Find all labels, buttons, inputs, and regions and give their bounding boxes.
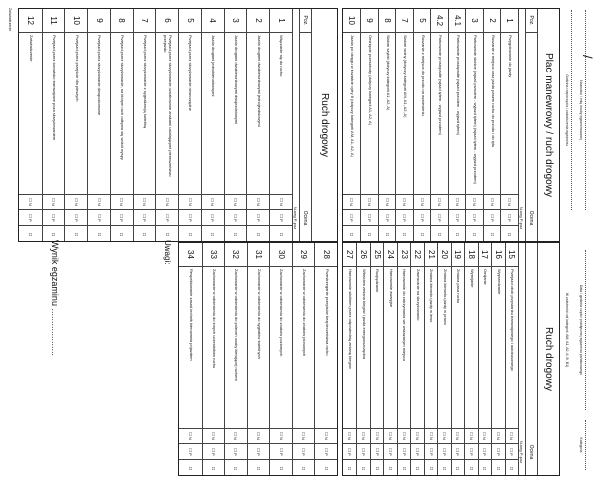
table-row <box>110 9 133 241</box>
checkbox-pos[interactable]: ☐ P <box>248 211 270 226</box>
time-caption: Godzina rozpoczęcia / zakończenia egzaminu <box>565 74 569 146</box>
checkbox-extra[interactable]: ☐ <box>454 232 460 237</box>
table-row <box>437 243 450 475</box>
checkbox-neg[interactable]: ☐ N <box>438 429 450 444</box>
table-row <box>464 243 477 475</box>
row-label: Zawracanie na skrzyżowaniu <box>411 267 423 429</box>
row-label: Omijanie <box>479 267 491 429</box>
row-label: Zachowanie w odniesieniu do znaków poziomych <box>270 267 292 429</box>
header-left <box>560 10 600 210</box>
row-label: Zachowanie w odniesieniu do innych uczestników ruchu <box>203 267 225 429</box>
checkbox-pos[interactable]: ☐ P <box>371 445 383 460</box>
row-label: Włączanie się do ruchu <box>270 33 292 195</box>
checkbox-extra[interactable]: ☐ <box>164 232 170 237</box>
table-title: Ruch drogowy <box>543 327 554 391</box>
row-label: Przejazd przez skrzyżowanie oznakowane znakami ustalającymi pierwszeństwo przejazdu <box>157 33 179 195</box>
checkbox-pos[interactable]: ☐ P <box>438 445 450 460</box>
checkbox-neg[interactable]: ☐ N <box>270 195 292 210</box>
table-row <box>224 9 247 241</box>
checkbox-pos[interactable]: ☐ P <box>425 445 437 460</box>
checkbox-extra[interactable]: ☐ <box>507 232 513 237</box>
row-label: Wymijanie <box>465 267 477 429</box>
checkbox-extra[interactable]: ☐ <box>361 466 367 471</box>
checkbox-extra[interactable]: ☐ <box>73 232 79 237</box>
score-legend: N-neg P-poz <box>519 440 525 464</box>
row-number: 10 <box>343 9 361 33</box>
checkbox-neg[interactable]: ☐ N <box>225 429 247 444</box>
checkbox-neg[interactable]: ☐ N <box>157 195 179 210</box>
row-number: 30 <box>270 243 292 267</box>
table-row <box>383 243 396 475</box>
row-number: 19 <box>452 243 464 267</box>
table-row <box>356 243 369 475</box>
row-number: 31 <box>248 243 270 267</box>
checkbox-pos[interactable]: ☐ P <box>343 445 356 460</box>
row-number: 10 <box>66 9 88 33</box>
row-label: Rozpędzanie <box>371 267 383 429</box>
row-label: Zmiana kierunku jazdy w lewo <box>425 267 437 429</box>
date-caption: Data i godzina części praktycznej egzaminu państwowego <box>579 284 583 376</box>
row-label: Zmiana kierunku jazdy w prawo <box>438 267 450 429</box>
checkbox-pos[interactable]: ☐ P <box>506 445 518 460</box>
checkbox-neg[interactable]: ☐ N <box>397 195 414 210</box>
checkbox-extra[interactable]: ☐ <box>495 466 501 471</box>
checkbox-pos[interactable]: ☐ P <box>465 445 477 460</box>
checkbox-neg[interactable]: ☐ N <box>134 195 156 210</box>
checkbox-extra[interactable]: ☐ <box>187 466 193 471</box>
table-score-header-row <box>292 9 299 241</box>
row-label: Parkowanie skośne (wjazd przodem - wyjazd tyłem) (wjazd tyłem - wyjazd przodem) <box>467 33 484 195</box>
checkbox-pos[interactable]: ☐ P <box>398 445 410 460</box>
row-number: 4.2 <box>432 9 449 33</box>
checkbox-pos[interactable]: ☐ P <box>411 445 423 460</box>
row-label: Przestrzeganie przepisów bezpieczeństwa ruchu <box>315 267 337 429</box>
category-line[interactable] <box>585 420 586 470</box>
row-label: Hamowanie awaryjne <box>384 267 396 429</box>
table-row <box>410 243 423 475</box>
table-row <box>397 243 410 475</box>
row-number: 18 <box>465 243 477 267</box>
row-number: 9 <box>88 9 110 33</box>
checkbox-pos[interactable]: ☐ P <box>225 211 247 226</box>
table-row <box>87 9 110 241</box>
row-number: 11 <box>43 9 65 33</box>
table-row <box>179 243 202 475</box>
checkbox-pos[interactable]: ☐ P <box>202 211 224 226</box>
checkbox-pos[interactable]: ☐ P <box>343 211 361 226</box>
row-label: Ruszanie z miejsca do przodu na wzniesieniu <box>414 33 431 195</box>
table-row <box>202 243 225 475</box>
table-row <box>370 243 383 475</box>
checkbox-extra[interactable]: ☐ <box>301 466 307 471</box>
checkbox-pos[interactable]: ☐ P <box>397 211 414 226</box>
checkbox-pos[interactable]: ☐ P <box>484 211 501 226</box>
checkbox-pos[interactable]: ☐ P <box>225 445 247 460</box>
checkbox-pos[interactable]: ☐ P <box>379 211 396 226</box>
checkbox-extra[interactable]: ☐ <box>210 232 216 237</box>
row-number: 17 <box>479 243 491 267</box>
ocena-header: Ocena <box>528 210 535 226</box>
category-caption: Kategoria <box>579 437 583 453</box>
row-label: Wyprzedzanie <box>492 267 504 429</box>
col-poz-header: Poz. <box>300 9 311 33</box>
checkbox-neg[interactable]: ☐ N <box>203 429 225 444</box>
score-legend: N-neg P-poz <box>519 206 525 230</box>
row-label: Ominięcie przeszkody (dotyczy kategorii A1, A2, A) <box>362 33 379 195</box>
checkbox-neg[interactable]: ☐ N <box>484 195 501 210</box>
row-label: Jazda drogami jednokierunkowymi <box>202 33 224 195</box>
row-label: Respektowanie zasad technik kierowania pojazdem <box>179 267 202 429</box>
row-label: Przejazd przez skrzyżowanie dwupoziomowe <box>88 33 110 195</box>
checkbox-extra[interactable]: ☐ <box>415 466 421 471</box>
row-number: 4 <box>202 9 224 33</box>
table-title: Plac manewrowy / ruch drogowy <box>543 53 554 197</box>
table-row <box>292 243 315 475</box>
row-label: Przejazd przez skrzyżowanie z sygnalizacją świetlną <box>134 33 156 195</box>
table-row <box>396 9 414 241</box>
checkbox-pos[interactable]: ☐ P <box>248 445 270 460</box>
row-number: 32 <box>225 243 247 267</box>
table-row <box>42 9 65 241</box>
date-line[interactable] <box>585 250 586 410</box>
table-ruch-drogowy-bottom <box>18 8 338 242</box>
checkbox-extra[interactable]: ☐ <box>401 466 407 471</box>
checkbox-extra[interactable]: ☐ <box>349 232 355 237</box>
checkbox-extra[interactable]: ☐ <box>210 466 216 471</box>
row-label: Zmiana pasa ruchu <box>452 267 464 429</box>
table-row <box>269 9 292 241</box>
checkbox-pos[interactable]: ☐ P <box>179 211 201 226</box>
checkbox-pos[interactable]: ☐ P <box>449 211 466 226</box>
checkbox-extra[interactable]: ☐ <box>96 232 102 237</box>
table-row <box>378 9 396 241</box>
checkbox-neg[interactable]: ☐ N <box>452 429 464 444</box>
row-label: Hamowanie do zatrzymania we wskazanym miejscu <box>398 267 410 429</box>
row-label: Zachowanie w odniesieniu do znaków pionowych <box>293 267 315 429</box>
table-plac-manewrowy <box>342 8 560 242</box>
table-row <box>413 9 431 241</box>
row-label: Przejazd przez skrzyżowanie równorzędne <box>179 33 201 195</box>
table-row <box>19 9 42 241</box>
row-number: 9 <box>362 9 379 33</box>
row-label: Zachowanie w odniesieniu do poleceń osoby kierującej ruchem <box>225 267 247 429</box>
table-row <box>424 243 437 475</box>
checkbox-neg[interactable]: ☐ N <box>398 429 410 444</box>
row-number: 24 <box>384 243 396 267</box>
table-row <box>478 243 491 475</box>
table-row <box>65 9 88 241</box>
checkbox-pos[interactable]: ☐ P <box>357 445 369 460</box>
checkbox-extra[interactable]: ☐ <box>509 466 515 471</box>
checkbox-neg[interactable]: ☐ N <box>411 429 423 444</box>
row-number: 16 <box>492 243 504 267</box>
row-label: Przygotowanie do jazdy <box>502 33 519 195</box>
row-number: 12 <box>19 9 42 33</box>
row-number: 3 <box>467 9 484 33</box>
row-number: 3 <box>225 9 247 33</box>
checkbox-neg[interactable]: ☐ N <box>248 429 270 444</box>
checkbox-neg[interactable]: ☐ N <box>315 429 337 444</box>
checkbox-neg[interactable]: ☐ N <box>179 195 201 210</box>
checkbox-extra[interactable]: ☐ <box>233 466 239 471</box>
row-number: 2 <box>484 9 501 33</box>
row-label: Slalom szybki (dotyczy kategorii A1, A2, A) <box>379 33 396 195</box>
row-number: 1 <box>502 9 519 33</box>
checkbox-extra[interactable]: ☐ <box>255 232 261 237</box>
checkbox-neg[interactable]: ☐ N <box>248 195 270 210</box>
header-right <box>560 250 600 410</box>
table-title-row <box>537 9 559 241</box>
category-note: W zależności od kategorii: AM, A1, A2, A, B, B1) <box>565 292 569 368</box>
checkbox-neg[interactable]: ☐ N <box>384 429 396 444</box>
checkbox-pos[interactable]: ☐ P <box>492 445 504 460</box>
checkbox-neg[interactable]: ☐ N <box>379 195 396 210</box>
header-category <box>560 420 600 470</box>
checkbox-extra[interactable]: ☐ <box>482 466 488 471</box>
row-label: Przejazd przez torowisko tramwajowe poza skrzyżowaniem <box>43 33 65 195</box>
checkbox-extra[interactable]: ☐ <box>347 466 353 471</box>
checkbox-pos[interactable]: ☐ P <box>66 211 88 226</box>
checkbox-extra[interactable]: ☐ <box>428 466 434 471</box>
table-row <box>269 243 292 475</box>
checkbox-neg[interactable]: ☐ N <box>343 195 361 210</box>
checkbox-pos[interactable]: ☐ P <box>270 445 292 460</box>
checkbox-neg[interactable]: ☐ N <box>88 195 110 210</box>
row-number: 4.1 <box>449 9 466 33</box>
row-number: 7 <box>134 9 156 33</box>
ocena-header: Ocena <box>302 210 309 226</box>
row-label: Zachowanie w odniesieniu do sygnałów świetlnych <box>248 267 270 429</box>
row-label: Parkowanie prostopadłe (wjazd tyłem - wyjazd przodem) <box>432 33 449 195</box>
table-row <box>483 9 501 241</box>
slash-mark: / <box>580 55 595 59</box>
checkbox-neg[interactable]: ☐ N <box>425 429 437 444</box>
checkbox-neg[interactable]: ☐ N <box>19 195 42 210</box>
checkbox-extra[interactable]: ☐ <box>437 232 443 237</box>
table-row <box>224 243 247 475</box>
checkbox-pos[interactable]: ☐ P <box>157 211 179 226</box>
wynik-label[interactable]: Wynik egzaminu ................... <box>50 240 60 356</box>
row-number: 6 <box>157 9 179 33</box>
checkbox-extra[interactable]: ☐ <box>388 466 394 471</box>
table-row <box>491 243 504 475</box>
row-number: 22 <box>411 243 423 267</box>
checkbox-extra[interactable]: ☐ <box>419 232 425 237</box>
row-label: Zaświadczenie <box>19 33 42 195</box>
row-number: 2 <box>248 9 270 33</box>
table-row <box>431 9 449 241</box>
name-caption: Nazwisko i imię osoby egzaminowanej <box>579 80 583 140</box>
checkbox-extra[interactable]: ☐ <box>367 232 373 237</box>
row-number: 23 <box>398 243 410 267</box>
checkbox-extra[interactable]: ☐ <box>51 232 57 237</box>
checkbox-neg[interactable]: ☐ N <box>357 429 369 444</box>
checkbox-extra[interactable]: ☐ <box>256 466 262 471</box>
checkbox-extra[interactable]: ☐ <box>323 466 329 471</box>
checkbox-extra[interactable]: ☐ <box>441 466 447 471</box>
row-label: Parkowanie prostopadłe (wjazd przodem - wyjazd tyłem) <box>449 33 466 195</box>
row-number: 15 <box>506 243 518 267</box>
row-label: Przejazd przez przejście dla pieszych <box>66 33 88 195</box>
table-row <box>343 9 361 241</box>
checkbox-extra[interactable]: ☐ <box>187 232 193 237</box>
uwagi-area[interactable] <box>70 240 160 476</box>
checkbox-pos[interactable]: ☐ P <box>432 211 449 226</box>
checkbox-pos[interactable]: ☐ P <box>479 445 491 460</box>
checkbox-pos[interactable]: ☐ P <box>134 211 156 226</box>
row-number: 5 <box>179 9 201 33</box>
checkbox-neg[interactable]: ☐ N <box>343 429 356 444</box>
checkbox-neg[interactable]: ☐ N <box>66 195 88 210</box>
checkbox-extra[interactable]: ☐ <box>455 466 461 471</box>
checkbox-extra[interactable]: ☐ <box>233 232 239 237</box>
checkbox-neg[interactable]: ☐ N <box>270 429 292 444</box>
zalacznik-label: Zaświadczenie <box>8 8 12 32</box>
table-row <box>201 9 224 241</box>
checkbox-neg[interactable]: ☐ N <box>43 195 65 210</box>
row-number: 21 <box>425 243 437 267</box>
score-legend: N-neg P-poz <box>293 206 299 230</box>
table-ruch-drogowy-top <box>342 242 560 476</box>
table-row <box>361 9 379 241</box>
checkbox-neg[interactable]: ☐ N <box>467 195 484 210</box>
checkbox-pos[interactable]: ☐ P <box>384 445 396 460</box>
checkbox-neg[interactable]: ☐ N <box>506 429 518 444</box>
table-row <box>451 243 464 475</box>
checkbox-extra[interactable]: ☐ <box>489 232 495 237</box>
checkbox-extra[interactable]: ☐ <box>468 466 474 471</box>
table-title: Ruch drogowy <box>319 93 330 157</box>
checkbox-neg[interactable]: ☐ N <box>202 195 224 210</box>
row-label: Ruszanie z miejsca oraz jazda pasem ruchu do przodu i do tyłu <box>484 33 501 195</box>
table-subheader-row <box>525 9 537 241</box>
table-row <box>247 9 270 241</box>
row-label: Slalom wolny (dotyczy kategorii AM, A1, A2, A) <box>397 33 414 195</box>
ocena-header: Ocena <box>528 444 535 460</box>
checkbox-extra[interactable]: ☐ <box>119 232 125 237</box>
table-row <box>247 243 270 475</box>
table-title-row <box>311 9 337 241</box>
table-row <box>448 9 466 241</box>
uwagi-label: Uwagi: <box>163 240 172 265</box>
checkbox-pos[interactable]: ☐ P <box>315 445 337 460</box>
table-row <box>133 9 156 241</box>
row-label: Przejazd przez skrzyżowanie, na którym ruch odbywa się wokół wyspy <box>111 33 133 195</box>
row-number: 8 <box>111 9 133 33</box>
table-row <box>501 9 519 241</box>
table-subheader-row <box>299 9 311 241</box>
checkbox-pos[interactable]: ☐ P <box>179 445 202 460</box>
row-number: 29 <box>293 243 315 267</box>
checkbox-neg[interactable]: ☐ N <box>492 429 504 444</box>
table-row <box>314 243 337 475</box>
checkbox-neg[interactable]: ☐ N <box>502 195 519 210</box>
checkbox-pos[interactable]: ☐ P <box>414 211 431 226</box>
row-label: Hamowanie silnikiem przez odpowiednią zmianę biegów <box>343 267 356 429</box>
row-number: 33 <box>203 243 225 267</box>
checkbox-pos[interactable]: ☐ P <box>467 211 484 226</box>
table-title-row <box>537 243 559 475</box>
checkbox-pos[interactable]: ☐ P <box>270 211 292 226</box>
checkbox-neg[interactable]: ☐ N <box>449 195 466 210</box>
row-number: 8 <box>379 9 396 33</box>
table-row <box>156 9 179 241</box>
checkbox-neg[interactable]: ☐ N <box>371 429 383 444</box>
checkbox-pos[interactable]: ☐ P <box>88 211 110 226</box>
row-label: Właściwa zmiana biegów i jazda energooszczędna <box>357 267 369 429</box>
checkbox-extra[interactable]: ☐ <box>402 232 408 237</box>
checkbox-pos[interactable]: ☐ P <box>452 445 464 460</box>
row-label: Jazda drogami dwukierunkowymi dwujezdniowymi <box>225 33 247 195</box>
row-number: 1 <box>270 9 292 33</box>
table-row <box>178 9 201 241</box>
row-label: Przejazd obok przystanku tramwajowego i autobusowego <box>506 267 518 429</box>
table-row <box>343 243 356 475</box>
name-line[interactable] <box>585 10 586 210</box>
table-row <box>505 243 518 475</box>
checkbox-neg[interactable]: ☐ N <box>293 429 315 444</box>
row-label: Jazda po okręgu w kształcie cyfry 8 (dotyczy kategorii AM, A1, A2, A) <box>343 33 361 195</box>
table-ruch-drogowy-cont <box>178 242 338 476</box>
checkbox-neg[interactable]: ☐ N <box>432 195 449 210</box>
checkbox-pos[interactable]: ☐ P <box>43 211 65 226</box>
checkbox-pos[interactable]: ☐ P <box>19 211 42 226</box>
row-label: Jazda drogami dwukierunkowymi jednojezdniowymi <box>248 33 270 195</box>
checkbox-extra[interactable]: ☐ <box>278 232 284 237</box>
row-number: 5 <box>414 9 431 33</box>
checkbox-neg[interactable]: ☐ N <box>179 429 202 444</box>
row-number: 26 <box>357 243 369 267</box>
row-number: 28 <box>315 243 337 267</box>
checkbox-extra[interactable]: ☐ <box>384 232 390 237</box>
checkbox-neg[interactable]: ☐ N <box>362 195 379 210</box>
table-score-header-row <box>518 243 525 475</box>
checkbox-pos[interactable]: ☐ P <box>502 211 519 226</box>
row-number: 27 <box>343 243 356 267</box>
checkbox-pos[interactable]: ☐ P <box>203 445 225 460</box>
checkbox-extra[interactable]: ☐ <box>472 232 478 237</box>
row-number: 34 <box>179 243 202 267</box>
checkbox-extra[interactable]: ☐ <box>27 232 33 237</box>
checkbox-pos[interactable]: ☐ P <box>111 211 133 226</box>
row-number: 20 <box>438 243 450 267</box>
row-number: 7 <box>397 9 414 33</box>
checkbox-neg[interactable]: ☐ N <box>465 429 477 444</box>
checkbox-extra[interactable]: ☐ <box>142 232 148 237</box>
table-score-header-row <box>518 9 525 241</box>
table-subheader-row <box>525 243 537 475</box>
time-line[interactable] <box>571 10 572 210</box>
table-row <box>466 9 484 241</box>
row-number: 25 <box>371 243 383 267</box>
checkbox-extra[interactable]: ☐ <box>374 466 380 471</box>
col-poz-header: Poz. <box>526 9 537 33</box>
checkbox-neg[interactable]: ☐ N <box>479 429 491 444</box>
checkbox-pos[interactable]: ☐ P <box>293 445 315 460</box>
checkbox-neg[interactable]: ☐ N <box>111 195 133 210</box>
checkbox-neg[interactable]: ☐ N <box>225 195 247 210</box>
checkbox-neg[interactable]: ☐ N <box>414 195 431 210</box>
checkbox-extra[interactable]: ☐ <box>278 466 284 471</box>
checkbox-pos[interactable]: ☐ P <box>362 211 379 226</box>
